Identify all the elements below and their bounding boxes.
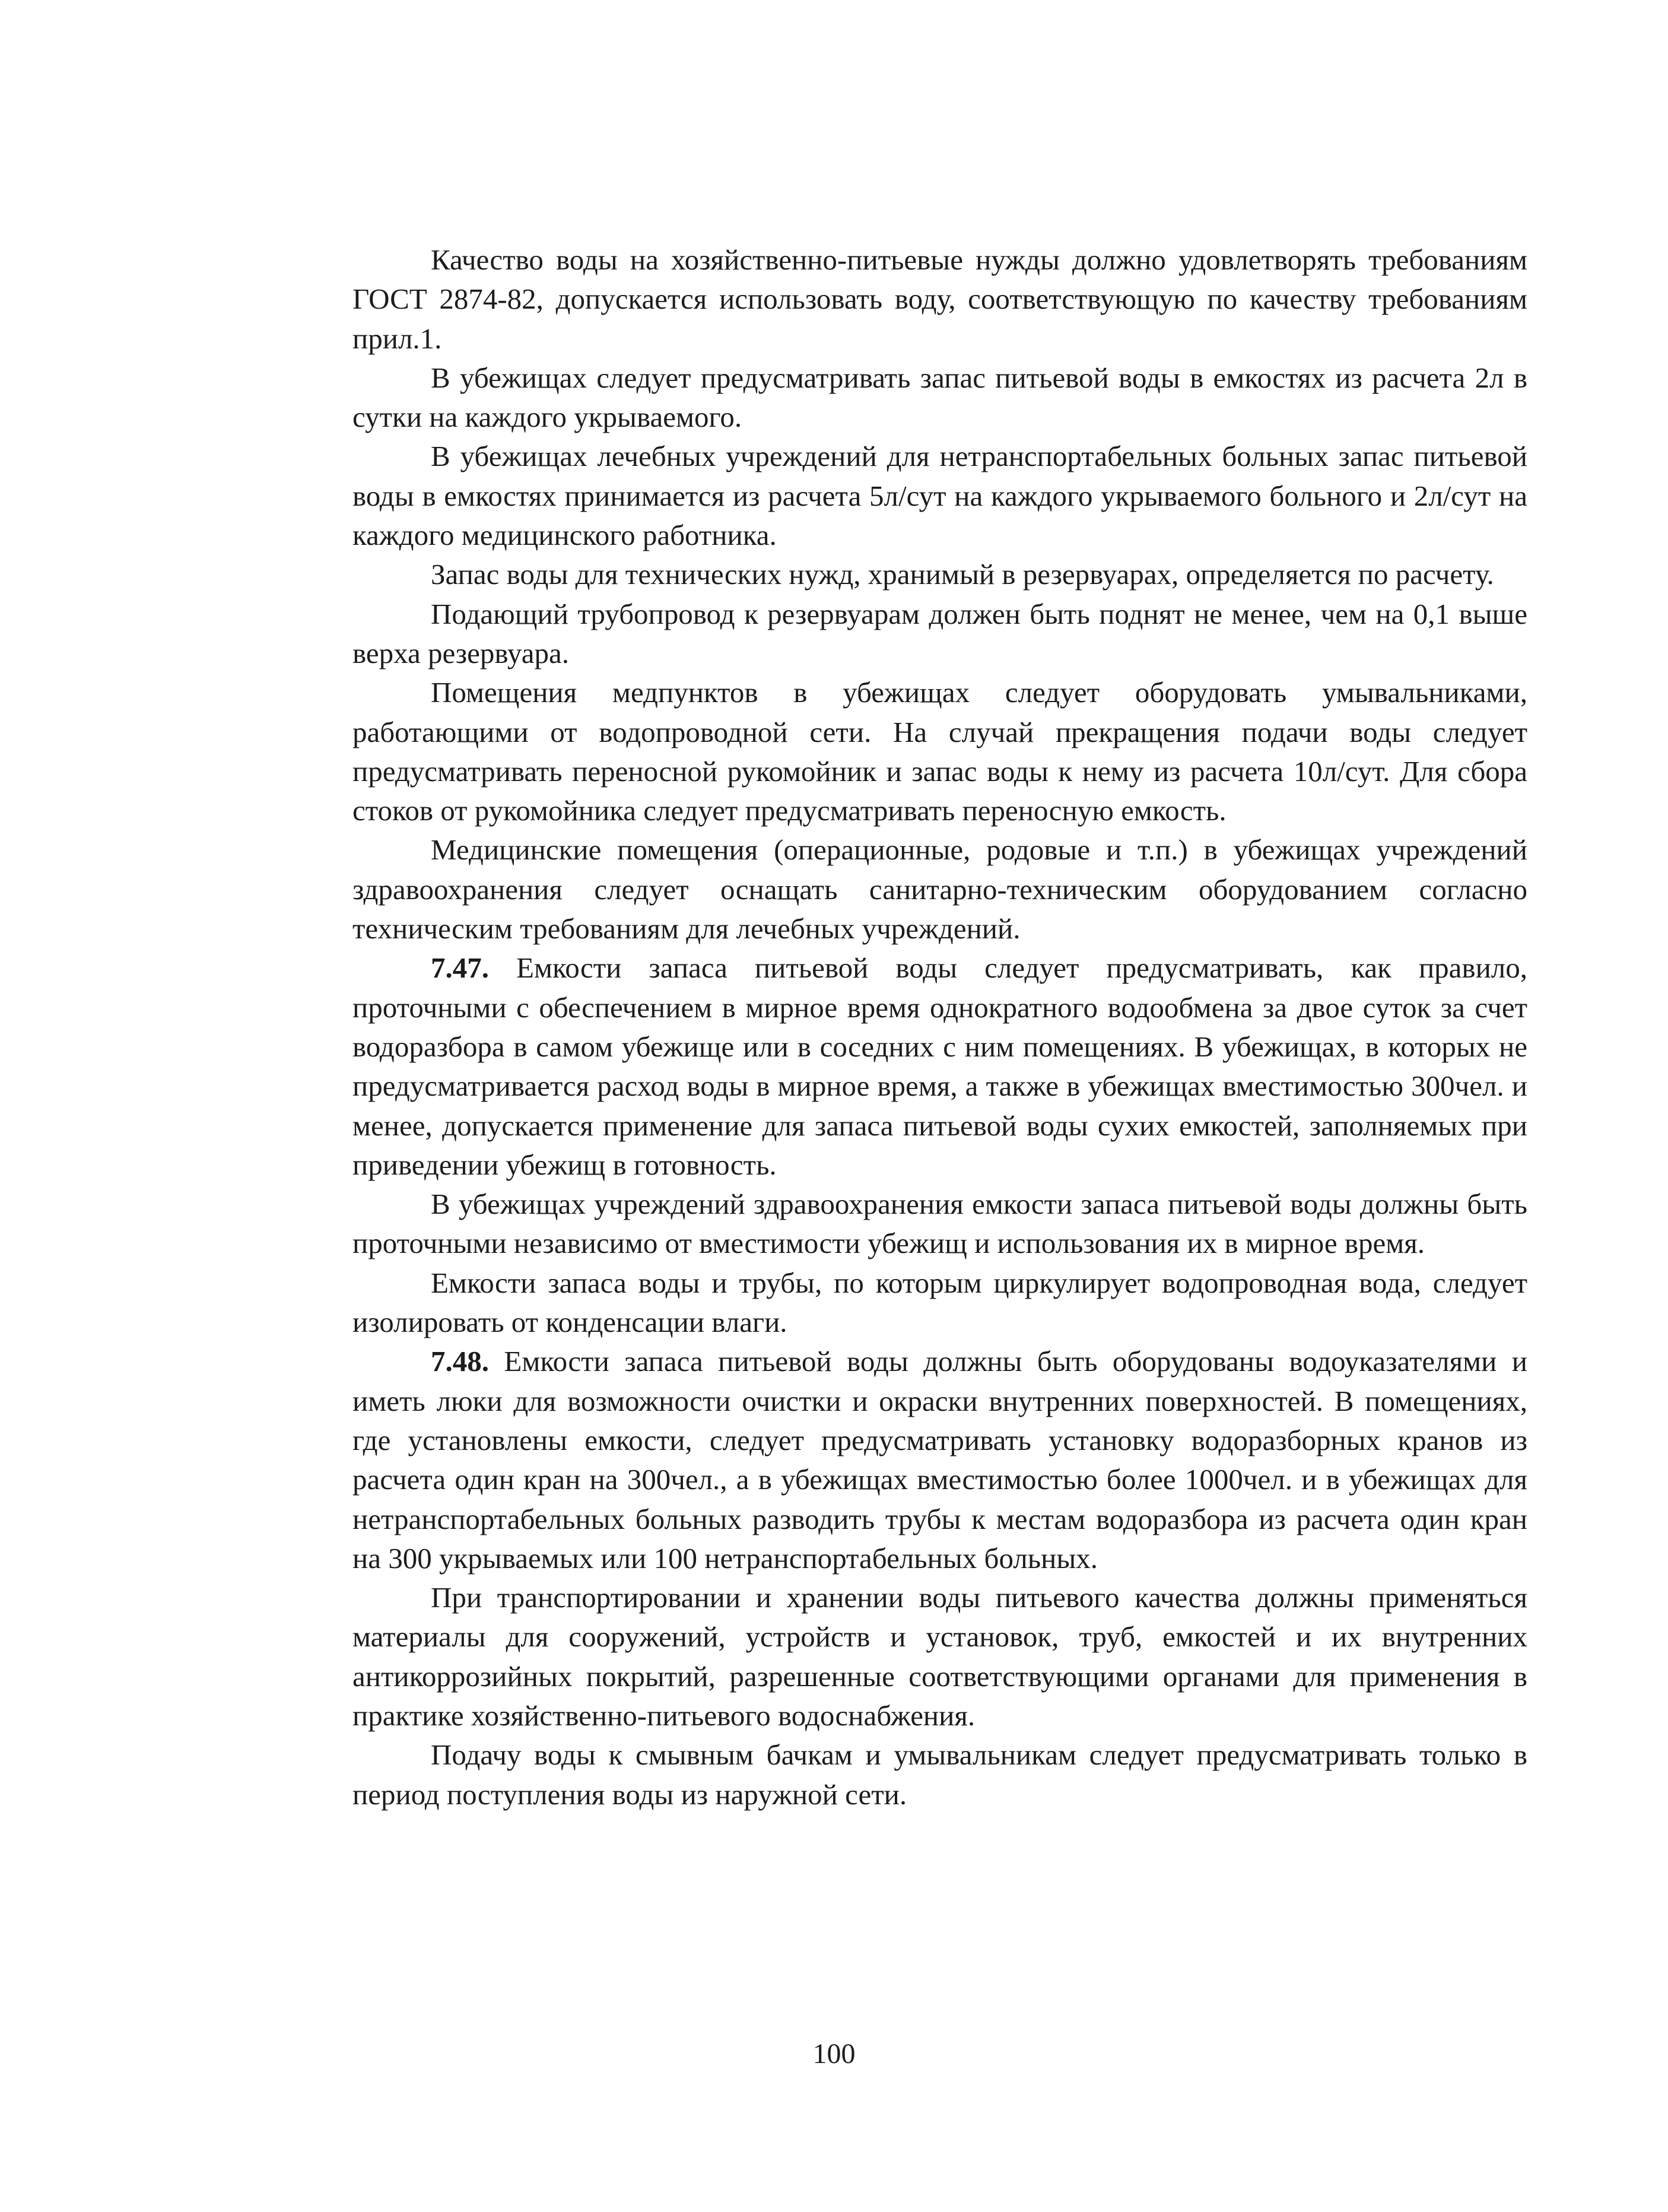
paragraph-2: В убежищах следует предусматривать запас питьевой воды в емкостях из расчета 2л в сутки на каждого укрываемого. <box>352 361 1527 434</box>
clause-number: 7.48. <box>431 1345 489 1378</box>
paragraph-7: Медицинские помещения (операционные, родовые и т.п.) в убежищах учреждений здравоохранения следует оснащать санитарно-техническим оборудованием согласно техническим требованиям для лечебных учреждений. <box>352 833 1527 945</box>
paragraph-1: Качество воды на хозяйственно-питьевые нужды должно удовлетворять требованиям ГОСТ 2874-82, допускается использовать воду, соответствующую по качеству требованиям прил.1. <box>352 243 1527 355</box>
clause-number: 7.47. <box>431 951 489 985</box>
paragraph-6: Помещения медпунктов в убежищах следует оборудовать умывальниками, работающими от водопроводной сети. На случай прекращения подачи воды следует предусматривать переносной рукомойник и запас воды к нему из расчета 10л/сут. Для сбора стоков от рукомойника следует предусматривать переносную емкость. <box>352 676 1527 827</box>
clause-7-48: 7.48. Емкости запаса питьевой воды должны быть оборудованы водоуказателями и иметь люки для возможности очистки и окраски внутренних поверхностей. В помещениях, где установлены емкости, следует предусматривать установку водоразборных кранов из расчета один кран на 300чел., а в убежищах вместимостью более 1000чел. и в убежищах для нетранспортабельных больных разводить трубы к местам водоразбора из расчета один кран на 300 укрываемых или 100 нетранспортабельных больных. <box>352 1345 1527 1575</box>
paragraph-13: Подачу воды к смывным бачкам и умывальникам следует предусматривать только в период поступления воды из наружной сети. <box>352 1738 1527 1811</box>
body-text <box>352 240 1527 1814</box>
paragraph-12: При транспортировании и хранении воды питьевого качества должны применяться материалы для сооружений, устройств и установок, труб, емкостей и их внутренних антикоррозийных покрытий, разрешенные соответствующими органами для применения в практике хозяйственно-питьевого водоснабжения. <box>352 1581 1527 1732</box>
clause-7-47: 7.47. Емкости запаса питьевой воды следует предусматривать, как правило, проточными с обеспечением в мирное время однократного водообмена за двое суток за счет водоразбора в самом убежище или в соседних с ним помещениях. В убежищах, в которых не предусматривается расход воды в мирное время, а также в убежищах вместимостью 300чел. и менее, допускается применение для запаса питьевой воды сухих емкостей, заполняемых при приведении убежищ в готовность. <box>352 951 1527 1181</box>
paragraph-4: Запас воды для технических нужд, хранимый в резервуарах, определяется по расчету. <box>431 558 1494 591</box>
paragraph-5: Подающий трубопровод к резервуарам должен быть поднят не менее, чем на 0,1 выше верха резервуара. <box>352 597 1527 669</box>
paragraph-9: В убежищах учреждений здравоохранения емкости запаса питьевой воды должны быть проточными независимо от вместимости убежищ и использования их в мирное время. <box>352 1188 1527 1260</box>
paragraph-3: В убежищах лечебных учреждений для нетранспортабельных больных запас питьевой воды в емкостях принимается из расчета 5л/сут на каждого укрываемого больного и 2л/сут на каждого медицинского работника. <box>352 440 1527 552</box>
paragraph-10: Емкости запаса воды и трубы, по которым циркулирует водопроводная вода, следует изолировать от конденсации влаги. <box>352 1266 1527 1339</box>
page-number: 100 <box>812 2038 856 2070</box>
